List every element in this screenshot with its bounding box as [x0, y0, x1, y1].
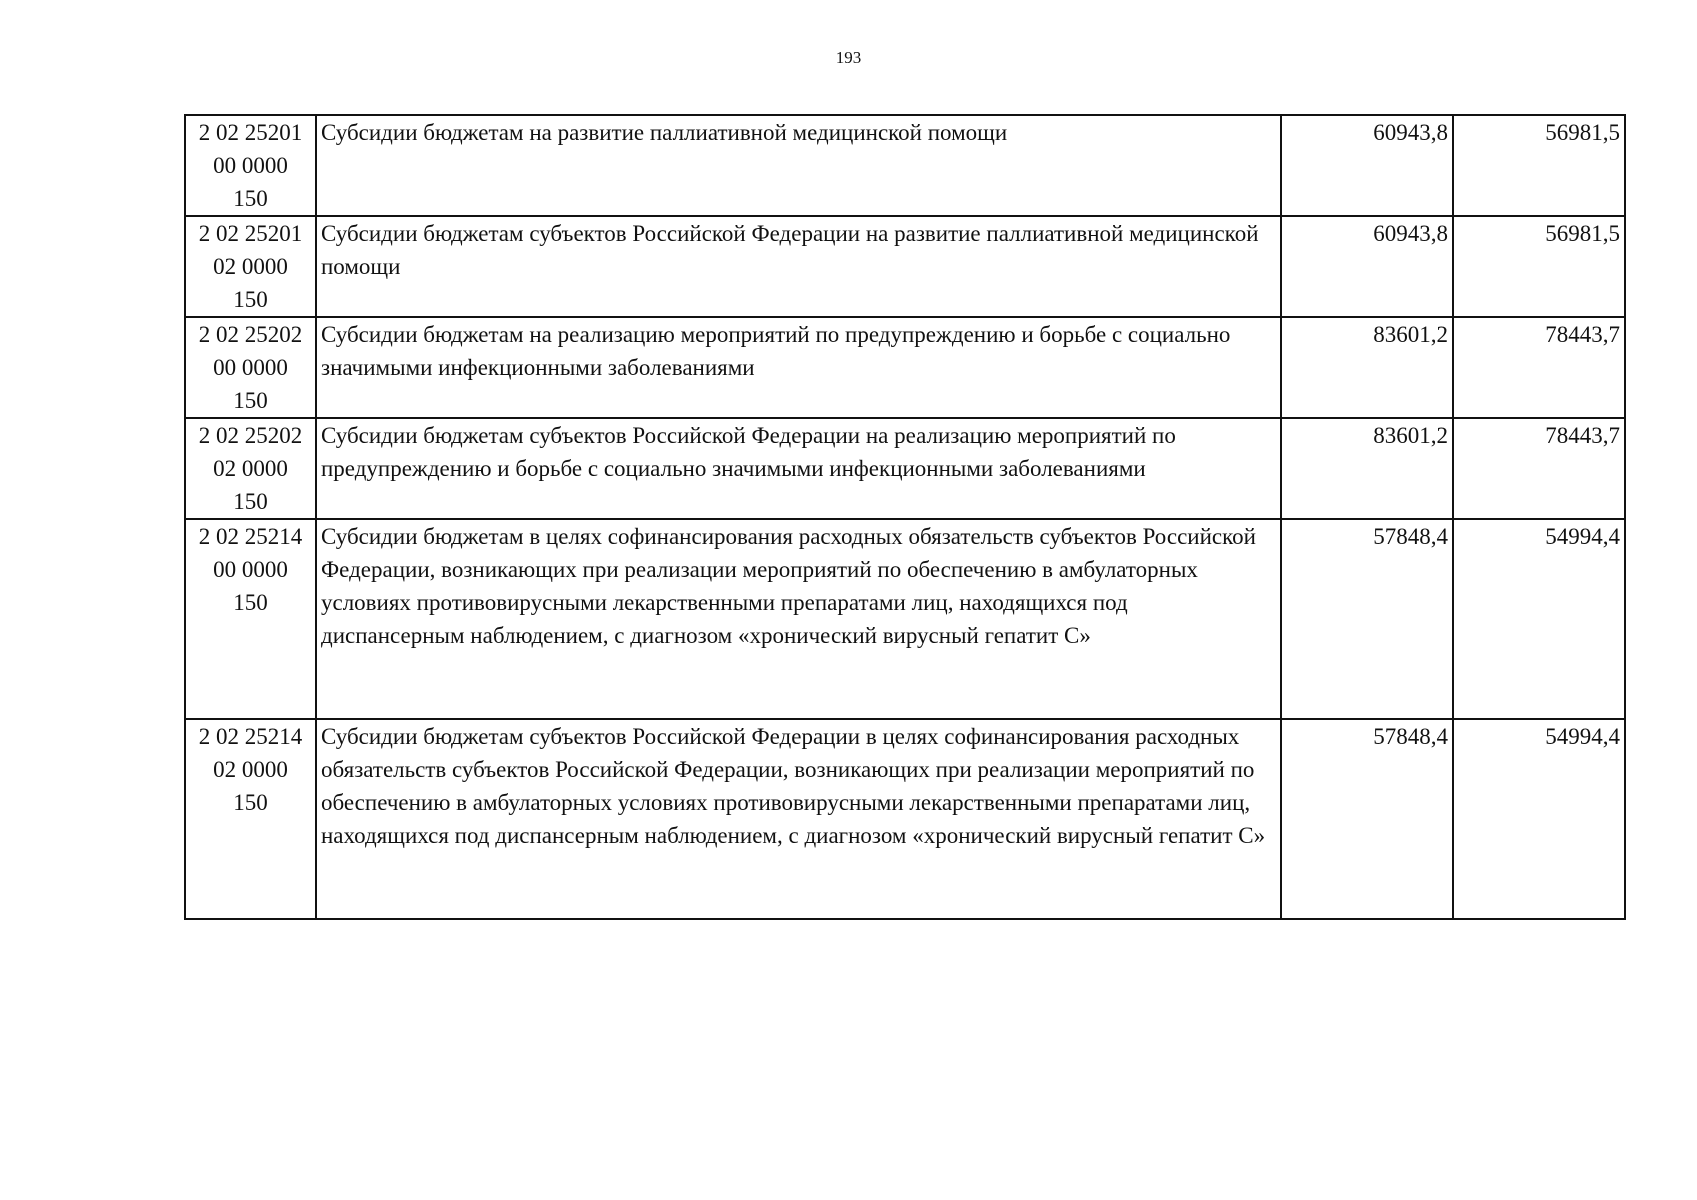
budget-code-line: 150	[233, 489, 268, 514]
budget-code-line: 150	[233, 287, 268, 312]
amount-cell-1: 83601,2	[1281, 418, 1453, 519]
budget-code-line: 150	[233, 186, 268, 211]
budget-code-line: 02 0000	[213, 254, 288, 279]
description-cell: Субсидии бюджетам субъектов Российской Федерации в целях софинансирования расходных обязательств субъектов Российской Федерации, возникающих при реализации мероприятий по обеспечению в амбулаторных условиях противовирусными лекарственными препаратами лиц, находящихся под диспансерным наблюдением, с диагнозом «хронический вирусный гепатит С»	[316, 719, 1281, 919]
budget-code-cell	[185, 519, 316, 719]
amount-cell-2: 78443,7	[1453, 317, 1625, 418]
amount-cell-1: 57848,4	[1281, 719, 1453, 919]
budget-code-line: 00 0000	[213, 153, 288, 178]
amount-cell-1: 57848,4	[1281, 519, 1453, 719]
budget-code-line: 02 0000	[213, 757, 288, 782]
table-row	[185, 317, 1625, 418]
amount-cell-2: 56981,5	[1453, 115, 1625, 216]
budget-code-cell	[185, 115, 316, 216]
budget-code-line: 00 0000	[213, 355, 288, 380]
page-number: 193	[835, 48, 862, 67]
amount-cell-1: 60943,8	[1281, 216, 1453, 317]
budget-code-line: 2 02 25201	[198, 221, 303, 246]
amount-cell-2: 54994,4	[1453, 719, 1625, 919]
budget-code-line: 2 02 25202	[198, 423, 303, 448]
budget-code-line: 150	[233, 590, 268, 615]
description-cell: Субсидии бюджетам на развитие паллиативной медицинской помощи	[316, 115, 1281, 216]
budget-code-cell	[185, 719, 316, 919]
budget-code-cell	[185, 317, 316, 418]
budget-code-line: 2 02 25214	[198, 724, 303, 749]
amount-cell-2: 54994,4	[1453, 519, 1625, 719]
budget-code-line: 2 02 25214	[198, 524, 303, 549]
budget-code-line: 150	[233, 790, 268, 815]
description-cell: Субсидии бюджетам в целях софинансирования расходных обязательств субъектов Российской Федерации, возникающих при реализации мероприятий по обеспечению в амбулаторных условиях противовирусными лекарственными препаратами лиц, находящихся под диспансерным наблюдением, с диагнозом «хронический вирусный гепатит С»	[316, 519, 1281, 719]
budget-code-line: 00 0000	[213, 557, 288, 582]
budget-code-cell	[185, 216, 316, 317]
amount-cell-2: 56981,5	[1453, 216, 1625, 317]
table-row	[185, 519, 1625, 719]
table-row	[185, 418, 1625, 519]
budget-code-line: 150	[233, 388, 268, 413]
budget-table	[184, 114, 1626, 920]
table-row	[185, 216, 1625, 317]
table-row	[185, 719, 1625, 919]
budget-code-line: 2 02 25201	[198, 120, 303, 145]
description-cell: Субсидии бюджетам на реализацию мероприятий по предупреждению и борьбе с социально значимыми инфекционными заболеваниями	[316, 317, 1281, 418]
amount-cell-2: 78443,7	[1453, 418, 1625, 519]
budget-code-line: 2 02 25202	[198, 322, 303, 347]
budget-code-cell	[185, 418, 316, 519]
amount-cell-1: 60943,8	[1281, 115, 1453, 216]
amount-cell-1: 83601,2	[1281, 317, 1453, 418]
table-row	[185, 115, 1625, 216]
description-cell: Субсидии бюджетам субъектов Российской Федерации на реализацию мероприятий по предупреждению и борьбе с социально значимыми инфекционными заболеваниями	[316, 418, 1281, 519]
budget-code-line: 02 0000	[213, 456, 288, 481]
description-cell: Субсидии бюджетам субъектов Российской Федерации на развитие паллиативной медицинской помощи	[316, 216, 1281, 317]
